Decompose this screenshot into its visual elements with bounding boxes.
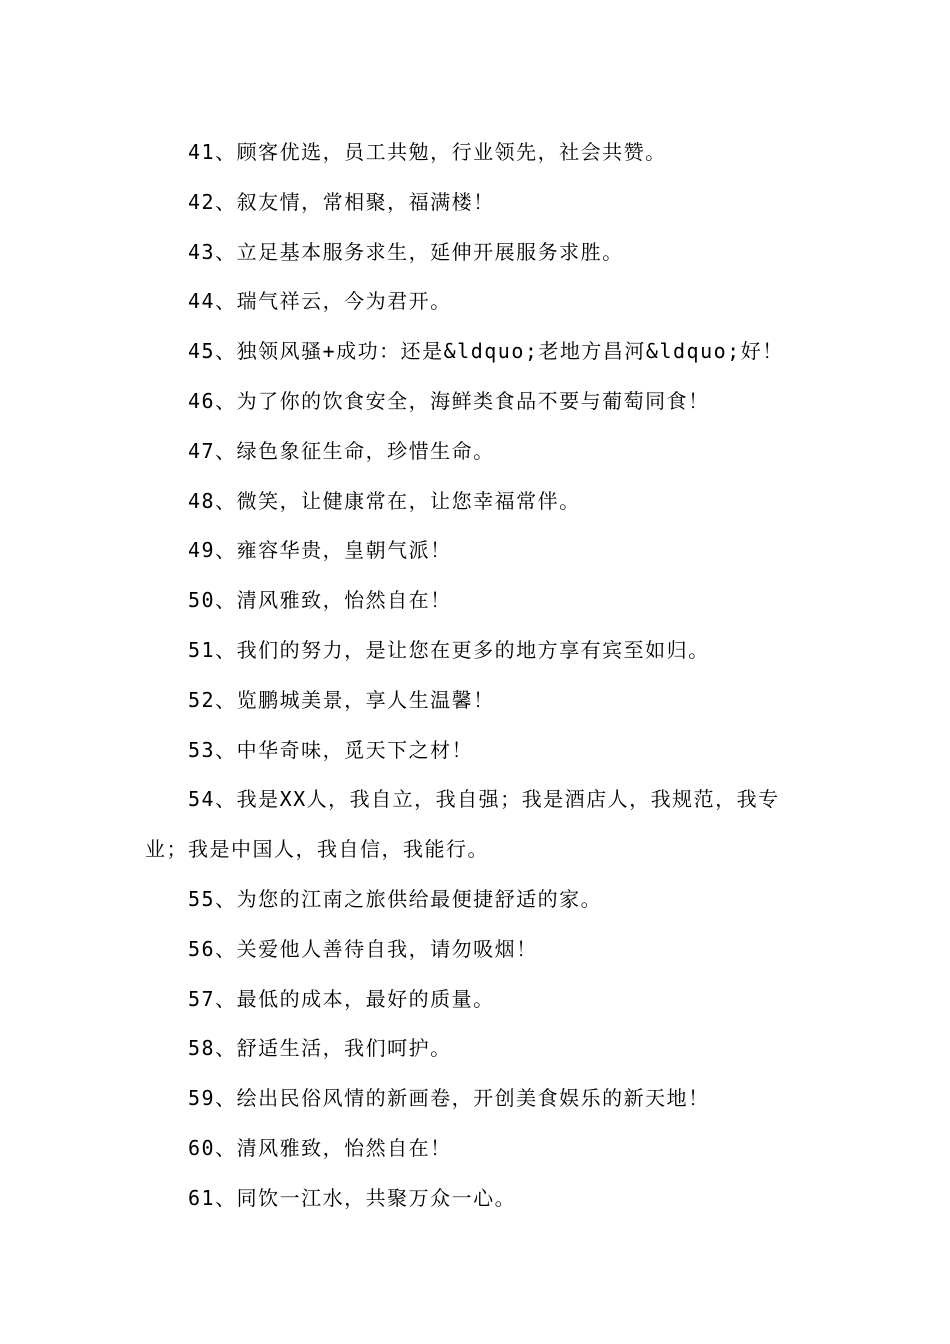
text-line-41: 41、顾客优选，员工共勉，行业领先，社会共赞。 <box>188 140 667 164</box>
text-line-46: 46、为了你的饮食安全，海鲜类食品不要与葡萄同食！ <box>188 388 710 413</box>
text-line-45: 45、独领风骚+成功：还是&ldquo;老地方昌河&ldquo;好！ <box>188 339 784 364</box>
text-line-55: 55、为您的江南之旅供给最便捷舒适的家。 <box>188 886 603 911</box>
text-line-58: 58、舒适生活，我们呵护。 <box>188 1036 452 1061</box>
text-line-52: 52、览鹏城美景，享人生温馨！ <box>188 687 495 712</box>
text-line-60: 60、清风雅致，怡然自在！ <box>188 1135 452 1160</box>
text-line-56: 56、关爱他人善待自我，请勿吸烟！ <box>188 936 538 961</box>
text-line-43: 43、立足基本服务求生，延伸开展服务求胜。 <box>188 239 624 264</box>
text-line-51: 51、我们的努力，是让您在更多的地方享有宾至如归。 <box>188 637 710 662</box>
text-line-47: 47、绿色象征生命，珍惜生命。 <box>188 438 495 463</box>
text-line-57: 57、最低的成本，最好的质量。 <box>188 986 495 1011</box>
text-line-54-continued: 业；我是中国人，我自信，我能行。 <box>145 837 489 862</box>
text-line-59: 59、绘出民俗风情的新画卷，开创美食娱乐的新天地！ <box>188 1086 710 1111</box>
text-line-48: 48、微笑，让健康常在，让您幸福常伴。 <box>188 488 581 513</box>
text-line-50: 50、清风雅致，怡然自在！ <box>188 588 452 613</box>
text-line-44: 44、瑞气祥云，今为君开。 <box>188 289 452 314</box>
text-line-49: 49、雍容华贵，皇朝气派！ <box>188 538 452 563</box>
text-line-54: 54、我是XX人，我自立，我自强；我是酒店人，我规范，我专 <box>188 787 780 812</box>
text-line-42: 42、叙友情，常相聚，福满楼！ <box>188 189 495 214</box>
document-body <box>145 128 810 1224</box>
text-line-61: 61、同饮一江水，共聚万众一心。 <box>188 1185 517 1210</box>
text-line-53: 53、中华奇味，觅天下之材！ <box>188 737 474 762</box>
